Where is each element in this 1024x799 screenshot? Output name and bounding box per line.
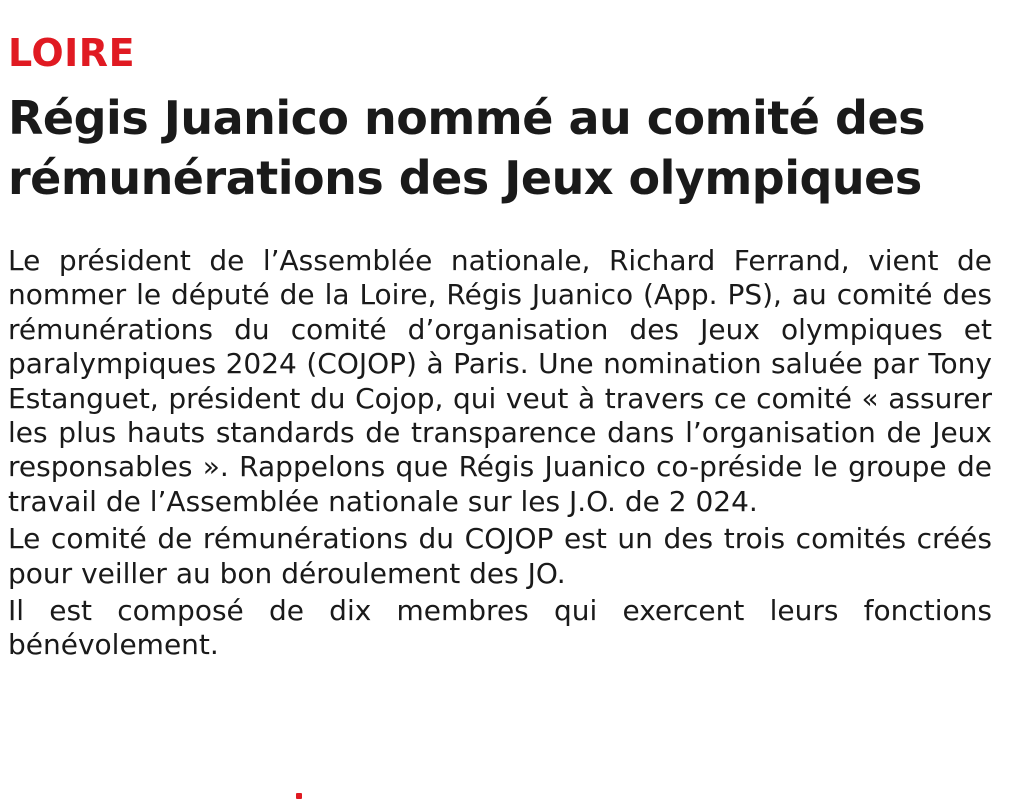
article bbox=[8, 28, 992, 666]
headline: Régis Juanico nommé au comité des rémunérations des Jeux olympiques bbox=[8, 91, 926, 205]
red-mark-decoration bbox=[296, 793, 302, 799]
article-body bbox=[8, 244, 992, 663]
section-rubric: LOIRE bbox=[8, 31, 136, 75]
paragraph-2: Le comité de rémunérations du COJOP est un des trois comités créés pour veiller au bon déroulement des JO. bbox=[8, 522, 992, 590]
paragraph-1: Le président de l’Assemblée nationale, Richard Ferrand, vient de nommer le député de la Loire, Régis Juanico (App. PS), au comité des rémunérations du comité d’organisation des Jeux olympiques et paralympiques 2024 (COJOP) à Paris. Une nomination saluée par Tony Estanguet, président du Cojop, qui veut à travers ce comité « assurer les plus hauts standards de transparence dans l’organisation de Jeux responsables ». Rappelons que Régis Juanico co-préside le groupe de travail de l’Assemblée nationale sur les J.O. de 2 024. bbox=[8, 244, 992, 518]
paragraph-3: Il est composé de dix membres qui exercent leurs fonctions bénévolement. bbox=[8, 594, 992, 662]
